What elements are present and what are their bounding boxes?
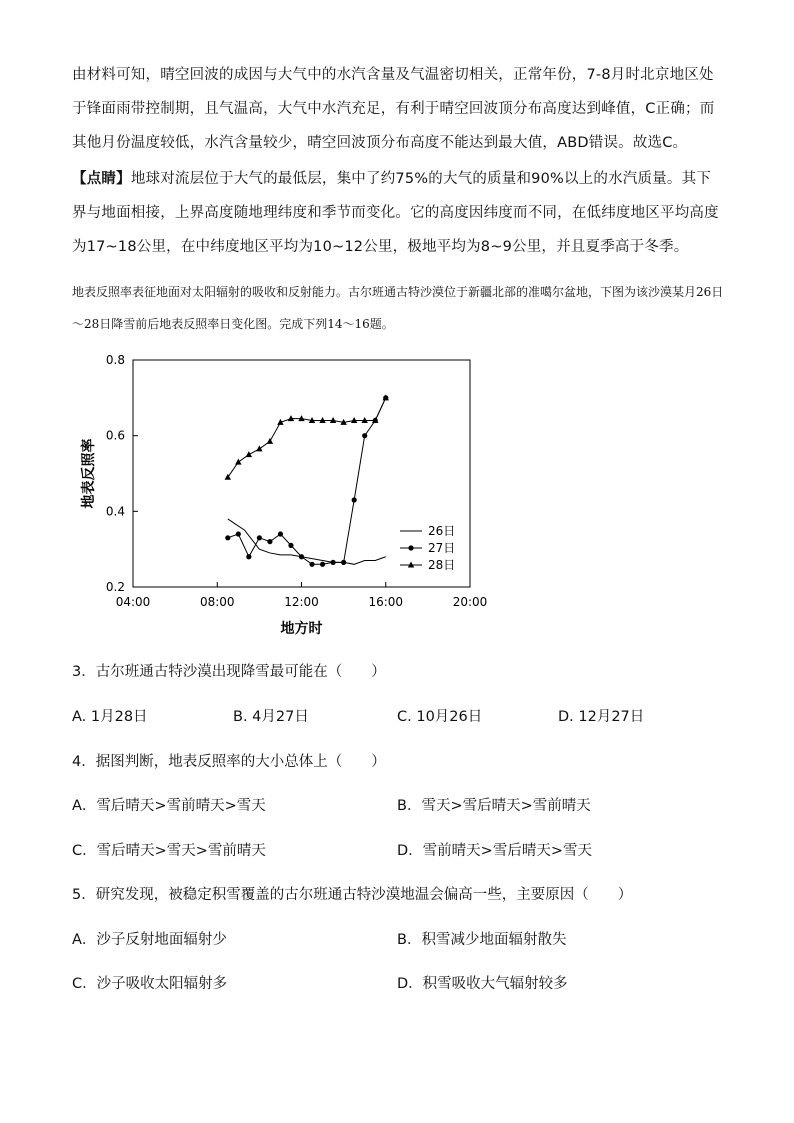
data-point (288, 543, 293, 548)
data-point (319, 417, 325, 423)
data-point (299, 554, 304, 559)
q3-option-d[interactable]: D. 12月27日 (558, 709, 645, 725)
key-point-paragraph (72, 162, 722, 264)
legend-label-1: 26日 (428, 524, 456, 538)
data-point (352, 497, 357, 502)
q4-option-d[interactable]: D．雪前晴天>雪后晴天>雪天 (397, 843, 592, 859)
x-tick-label: 04:00 (115, 595, 151, 609)
q4-option-a[interactable]: A．雪后晴天>雪前晴天>雪天 (72, 798, 266, 814)
legend-label-3: 28日 (428, 558, 456, 572)
y-tick-label: 0.6 (105, 428, 125, 443)
data-point (330, 417, 336, 423)
q4-option-b[interactable]: B．雪天>雪后晴天>雪前晴天 (397, 798, 591, 814)
x-tick-label: 08:00 (199, 595, 235, 609)
data-point (257, 535, 262, 540)
data-point (278, 531, 283, 536)
q3-option-b[interactable]: B. 4月27日 (233, 709, 309, 725)
legend-marker (408, 545, 413, 550)
question-4-stem: 4．据图判断，地表反照率的大小总体上（ ） (72, 754, 386, 770)
y-axis-label: 地表反照率 (81, 438, 97, 509)
data-point (256, 445, 262, 451)
albedo-chart (0, 345, 794, 665)
data-point (235, 459, 241, 465)
legend-label-2: 27日 (428, 541, 456, 555)
q5-option-a[interactable]: A．沙子反射地面辐射少 (72, 932, 227, 948)
x-tick-label: 16:00 (368, 595, 404, 609)
data-point (362, 433, 367, 438)
q5-option-d[interactable]: D．积雪吸收大气辐射较多 (397, 976, 568, 992)
data-point (236, 531, 241, 536)
q3-option-a[interactable]: A. 1月28日 (72, 709, 148, 725)
data-point (361, 417, 367, 423)
series-line-3 (228, 398, 386, 477)
y-tick-label: 0.4 (105, 504, 125, 519)
q5-option-c[interactable]: C．沙子吸收太阳辐射多 (72, 976, 228, 992)
q4-option-c[interactable]: C．雪后晴天>雪天>雪前晴天 (72, 843, 266, 859)
data-point (309, 562, 314, 567)
y-tick-label: 0.8 (105, 353, 125, 367)
y-tick-label: 0.2 (105, 580, 125, 594)
data-point (288, 415, 294, 421)
data-point (267, 438, 273, 444)
data-point (267, 539, 272, 544)
data-point (246, 451, 252, 457)
q5-option-b[interactable]: B．积雪减少地面辐射散失 (397, 932, 567, 948)
data-point (225, 535, 230, 540)
data-point (351, 417, 357, 423)
x-axis-label: 地方时 (280, 621, 323, 637)
plot-frame (133, 360, 470, 587)
question-3-stem: 3．古尔班通古特沙漠出现降雪最可能在（ ） (72, 664, 386, 680)
x-tick-label: 20:00 (452, 595, 488, 609)
question-intro: 地表反照率表征地面对太阳辐射的吸收和反射能力。古尔班通古特沙漠位于新疆北部的准噶尔盆地，下图为该沙漠某月26日～28日降雪前后地表反照率日变化图。完成下列14～16题。 (72, 285, 724, 331)
data-point (320, 562, 325, 567)
question-5-stem: 5．研究发现，被稳定积雪覆盖的古尔班通古特沙漠地温会偏高一些，主要原因（ ） (72, 887, 633, 903)
data-point (246, 554, 251, 559)
explanation-paragraph: 由材料可知，晴空回波的成因与大气中的水汽含量及气温密切相关，正常年份，7-8月时北京地区处于锋面雨带控制期，且气温高，大气中水汽充足，有利于晴空回波顶分布高度达到峰值，C正确；而其他月份温度较低，水汽含量较少，晴空回波顶分布高度不能达到最大值，ABD错误。故选C。 (72, 67, 715, 151)
key-point-tag: 【点睛】 (72, 171, 131, 187)
data-point (330, 560, 335, 565)
key-point-text: 地球对流层位于大气的最低层，集中了约75%的大气的质量和90%以上的水汽质量。其下界与地面相接，上界高度随地理纬度和季节而变化。它的高度因纬度而不同，在低纬度地区平均高度为17~18公里，在中纬度地区平均为10~12公里，极地平均为8~9公里，并且夏季高于冬季。 (72, 171, 719, 255)
data-point (341, 560, 346, 565)
x-tick-label: 12:00 (284, 595, 319, 609)
series-line-1 (228, 519, 386, 564)
q3-option-c[interactable]: C. 10月26日 (397, 709, 483, 725)
data-point (298, 415, 304, 421)
